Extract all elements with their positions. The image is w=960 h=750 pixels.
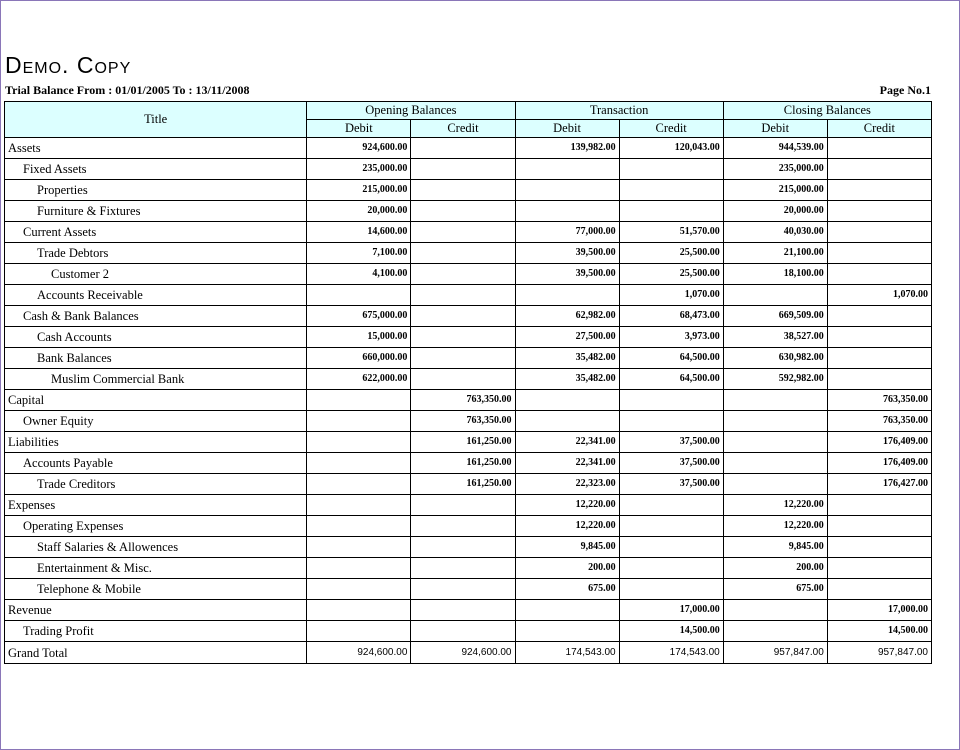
trial-balance-table: [4, 101, 932, 664]
cell-transaction-credit: [619, 495, 723, 516]
cell-transaction-debit: 9,845.00: [515, 537, 619, 558]
page-number: Page No.1: [879, 83, 931, 97]
cell-transaction-credit: 1,070.00: [619, 285, 723, 306]
account-title: Current Assets: [5, 222, 307, 243]
cell-opening-debit: [307, 411, 411, 432]
cell-opening-credit: [411, 558, 515, 579]
cell-opening-debit: 924,600.00: [307, 138, 411, 159]
cell-closing-credit: 763,350.00: [827, 411, 931, 432]
table-row: [5, 474, 932, 495]
cell-opening-debit: 4,100.00: [307, 264, 411, 285]
cell-opening-debit: 235,000.00: [307, 159, 411, 180]
cell-transaction-credit: 14,500.00: [619, 621, 723, 642]
cell-transaction-debit: 62,982.00: [515, 306, 619, 327]
cell-transaction-debit: [515, 159, 619, 180]
cell-opening-credit: [411, 579, 515, 600]
cell-opening-credit: [411, 138, 515, 159]
cell-transaction-credit: 17,000.00: [619, 600, 723, 621]
cell-transaction-credit: 120,043.00: [619, 138, 723, 159]
grand-total-transaction-credit: 174,543.00: [619, 642, 723, 664]
table-row: [5, 390, 932, 411]
account-title: Trade Debtors: [5, 243, 307, 264]
cell-opening-credit: 161,250.00: [411, 432, 515, 453]
table-row: [5, 537, 932, 558]
cell-opening-credit: [411, 201, 515, 222]
cell-closing-credit: [827, 579, 931, 600]
cell-closing-credit: 1,070.00: [827, 285, 931, 306]
cell-opening-debit: [307, 579, 411, 600]
cell-opening-credit: 161,250.00: [411, 453, 515, 474]
cell-transaction-debit: 12,220.00: [515, 495, 619, 516]
table-row: [5, 306, 932, 327]
cell-closing-debit: [723, 411, 827, 432]
cell-closing-debit: 18,100.00: [723, 264, 827, 285]
cell-opening-debit: [307, 285, 411, 306]
cell-closing-debit: 12,220.00: [723, 495, 827, 516]
cell-closing-debit: 592,982.00: [723, 369, 827, 390]
cell-opening-credit: [411, 495, 515, 516]
grand-total-opening-credit: 924,600.00: [411, 642, 515, 664]
table-row: [5, 222, 932, 243]
cell-closing-credit: [827, 495, 931, 516]
cell-transaction-debit: [515, 621, 619, 642]
cell-opening-credit: [411, 159, 515, 180]
cell-transaction-credit: [619, 201, 723, 222]
cell-opening-credit: [411, 327, 515, 348]
company-name: Demo. Copy: [5, 52, 132, 78]
cell-transaction-debit: 35,482.00: [515, 369, 619, 390]
cell-opening-debit: 20,000.00: [307, 201, 411, 222]
table-row: [5, 411, 932, 432]
account-title: Muslim Commercial Bank: [5, 369, 307, 390]
grand-total-row: [5, 642, 932, 664]
cell-transaction-credit: [619, 558, 723, 579]
cell-opening-debit: [307, 390, 411, 411]
cell-transaction-credit: 37,500.00: [619, 432, 723, 453]
cell-transaction-credit: [619, 159, 723, 180]
cell-closing-debit: 215,000.00: [723, 180, 827, 201]
cell-opening-debit: 622,000.00: [307, 369, 411, 390]
account-title: Accounts Receivable: [5, 285, 307, 306]
table-row: [5, 600, 932, 621]
cell-transaction-credit: 25,500.00: [619, 243, 723, 264]
cell-opening-debit: 215,000.00: [307, 180, 411, 201]
cell-transaction-debit: 35,482.00: [515, 348, 619, 369]
cell-closing-debit: [723, 453, 827, 474]
column-header-opening-credit: Credit: [411, 120, 515, 138]
account-title: Expenses: [5, 495, 307, 516]
cell-transaction-credit: [619, 180, 723, 201]
column-header-closing-credit: Credit: [827, 120, 931, 138]
cell-closing-credit: 176,409.00: [827, 432, 931, 453]
account-title: Owner Equity: [5, 411, 307, 432]
cell-opening-credit: 763,350.00: [411, 411, 515, 432]
cell-closing-debit: 669,509.00: [723, 306, 827, 327]
cell-transaction-debit: [515, 201, 619, 222]
cell-opening-credit: [411, 537, 515, 558]
cell-transaction-debit: 39,500.00: [515, 243, 619, 264]
cell-opening-debit: [307, 621, 411, 642]
cell-closing-debit: [723, 390, 827, 411]
account-title: Cash Accounts: [5, 327, 307, 348]
column-header-transaction-credit: Credit: [619, 120, 723, 138]
table-row: [5, 159, 932, 180]
cell-opening-credit: 763,350.00: [411, 390, 515, 411]
cell-transaction-credit: 51,570.00: [619, 222, 723, 243]
report-title: Trial Balance From : 01/01/2005 To : 13/11/2008: [5, 83, 250, 97]
cell-transaction-credit: 25,500.00: [619, 264, 723, 285]
grand-total-closing-credit: 957,847.00: [827, 642, 931, 664]
cell-closing-credit: [827, 201, 931, 222]
cell-closing-credit: [827, 369, 931, 390]
cell-opening-credit: [411, 621, 515, 642]
cell-opening-debit: [307, 516, 411, 537]
cell-closing-debit: 944,539.00: [723, 138, 827, 159]
table-row: [5, 201, 932, 222]
cell-closing-credit: [827, 558, 931, 579]
cell-closing-credit: [827, 306, 931, 327]
grand-total-closing-debit: 957,847.00: [723, 642, 827, 664]
cell-closing-debit: 235,000.00: [723, 159, 827, 180]
cell-transaction-credit: 37,500.00: [619, 474, 723, 495]
cell-transaction-credit: 64,500.00: [619, 369, 723, 390]
account-title: Furniture & Fixtures: [5, 201, 307, 222]
cell-opening-credit: [411, 369, 515, 390]
cell-transaction-credit: [619, 537, 723, 558]
cell-transaction-debit: [515, 285, 619, 306]
cell-closing-debit: 9,845.00: [723, 537, 827, 558]
cell-transaction-credit: [619, 390, 723, 411]
cell-opening-credit: [411, 285, 515, 306]
account-title: Trading Profit: [5, 621, 307, 642]
cell-opening-credit: [411, 222, 515, 243]
cell-transaction-credit: 37,500.00: [619, 453, 723, 474]
table-row: [5, 432, 932, 453]
cell-transaction-credit: [619, 579, 723, 600]
cell-transaction-debit: [515, 411, 619, 432]
cell-transaction-debit: 22,323.00: [515, 474, 619, 495]
account-title: Capital: [5, 390, 307, 411]
cell-closing-credit: [827, 516, 931, 537]
cell-transaction-credit: [619, 411, 723, 432]
cell-closing-credit: 14,500.00: [827, 621, 931, 642]
table-row: [5, 348, 932, 369]
account-title: Bank Balances: [5, 348, 307, 369]
cell-transaction-debit: 27,500.00: [515, 327, 619, 348]
cell-opening-credit: [411, 243, 515, 264]
cell-transaction-credit: 3,973.00: [619, 327, 723, 348]
cell-closing-debit: [723, 285, 827, 306]
account-title: Assets: [5, 138, 307, 159]
cell-opening-debit: [307, 600, 411, 621]
grand-total-opening-debit: 924,600.00: [307, 642, 411, 664]
grand-total-transaction-debit: 174,543.00: [515, 642, 619, 664]
cell-opening-credit: [411, 180, 515, 201]
table-row: [5, 621, 932, 642]
column-header-title: Title: [5, 102, 307, 138]
cell-closing-credit: [827, 264, 931, 285]
table-row: [5, 558, 932, 579]
cell-opening-credit: [411, 348, 515, 369]
cell-closing-credit: [827, 222, 931, 243]
column-header-transaction-debit: Debit: [515, 120, 619, 138]
table-row: [5, 327, 932, 348]
cell-transaction-debit: 22,341.00: [515, 432, 619, 453]
cell-closing-credit: [827, 159, 931, 180]
column-header-closing-debit: Debit: [723, 120, 827, 138]
table-body: [5, 138, 932, 664]
cell-closing-debit: 630,982.00: [723, 348, 827, 369]
cell-opening-credit: [411, 600, 515, 621]
cell-transaction-debit: [515, 180, 619, 201]
cell-opening-credit: [411, 264, 515, 285]
cell-opening-debit: 14,600.00: [307, 222, 411, 243]
cell-closing-credit: [827, 138, 931, 159]
cell-opening-debit: [307, 495, 411, 516]
cell-opening-debit: 675,000.00: [307, 306, 411, 327]
table-row: [5, 180, 932, 201]
table-row: [5, 495, 932, 516]
cell-closing-credit: 17,000.00: [827, 600, 931, 621]
account-title: Accounts Payable: [5, 453, 307, 474]
table-row: [5, 285, 932, 306]
cell-closing-debit: 20,000.00: [723, 201, 827, 222]
cell-closing-credit: [827, 537, 931, 558]
column-group-opening: Opening Balances: [307, 102, 515, 120]
cell-closing-debit: 21,100.00: [723, 243, 827, 264]
cell-transaction-credit: [619, 516, 723, 537]
cell-opening-debit: [307, 474, 411, 495]
cell-transaction-debit: 39,500.00: [515, 264, 619, 285]
cell-transaction-debit: [515, 600, 619, 621]
column-group-closing: Closing Balances: [723, 102, 931, 120]
table-row: [5, 264, 932, 285]
account-title: Revenue: [5, 600, 307, 621]
cell-transaction-credit: 64,500.00: [619, 348, 723, 369]
account-title: Fixed Assets: [5, 159, 307, 180]
account-title: Liabilities: [5, 432, 307, 453]
cell-transaction-debit: 139,982.00: [515, 138, 619, 159]
account-title: Staff Salaries & Allowences: [5, 537, 307, 558]
cell-transaction-debit: 77,000.00: [515, 222, 619, 243]
table-row: [5, 516, 932, 537]
table-row: [5, 453, 932, 474]
account-title: Customer 2: [5, 264, 307, 285]
cell-closing-debit: [723, 474, 827, 495]
cell-closing-debit: [723, 600, 827, 621]
cell-closing-credit: [827, 327, 931, 348]
account-title: Operating Expenses: [5, 516, 307, 537]
table-row: [5, 138, 932, 159]
cell-opening-credit: 161,250.00: [411, 474, 515, 495]
cell-opening-credit: [411, 306, 515, 327]
cell-closing-debit: 40,030.00: [723, 222, 827, 243]
account-title: Cash & Bank Balances: [5, 306, 307, 327]
cell-opening-credit: [411, 516, 515, 537]
cell-transaction-debit: 675.00: [515, 579, 619, 600]
cell-closing-debit: [723, 621, 827, 642]
cell-closing-debit: 200.00: [723, 558, 827, 579]
cell-closing-debit: [723, 432, 827, 453]
cell-transaction-debit: 22,341.00: [515, 453, 619, 474]
cell-closing-credit: 763,350.00: [827, 390, 931, 411]
cell-closing-credit: 176,409.00: [827, 453, 931, 474]
cell-closing-credit: [827, 180, 931, 201]
cell-transaction-credit: 68,473.00: [619, 306, 723, 327]
account-title: Entertainment & Misc.: [5, 558, 307, 579]
account-title: Trade Creditors: [5, 474, 307, 495]
cell-closing-debit: 675.00: [723, 579, 827, 600]
cell-closing-debit: 38,527.00: [723, 327, 827, 348]
cell-transaction-debit: 200.00: [515, 558, 619, 579]
cell-closing-credit: [827, 348, 931, 369]
account-title: Telephone & Mobile: [5, 579, 307, 600]
cell-opening-debit: [307, 453, 411, 474]
cell-transaction-debit: [515, 390, 619, 411]
cell-opening-debit: [307, 432, 411, 453]
cell-opening-debit: [307, 537, 411, 558]
cell-closing-credit: 176,427.00: [827, 474, 931, 495]
table-row: [5, 369, 932, 390]
cell-opening-debit: 15,000.00: [307, 327, 411, 348]
table-row: [5, 579, 932, 600]
cell-closing-credit: [827, 243, 931, 264]
cell-opening-debit: [307, 558, 411, 579]
cell-transaction-debit: 12,220.00: [515, 516, 619, 537]
cell-opening-debit: 7,100.00: [307, 243, 411, 264]
grand-total-label: Grand Total: [5, 642, 307, 664]
cell-opening-debit: 660,000.00: [307, 348, 411, 369]
account-title: Properties: [5, 180, 307, 201]
cell-closing-debit: 12,220.00: [723, 516, 827, 537]
column-group-transaction: Transaction: [515, 102, 723, 120]
table-row: [5, 243, 932, 264]
column-header-opening-debit: Debit: [307, 120, 411, 138]
